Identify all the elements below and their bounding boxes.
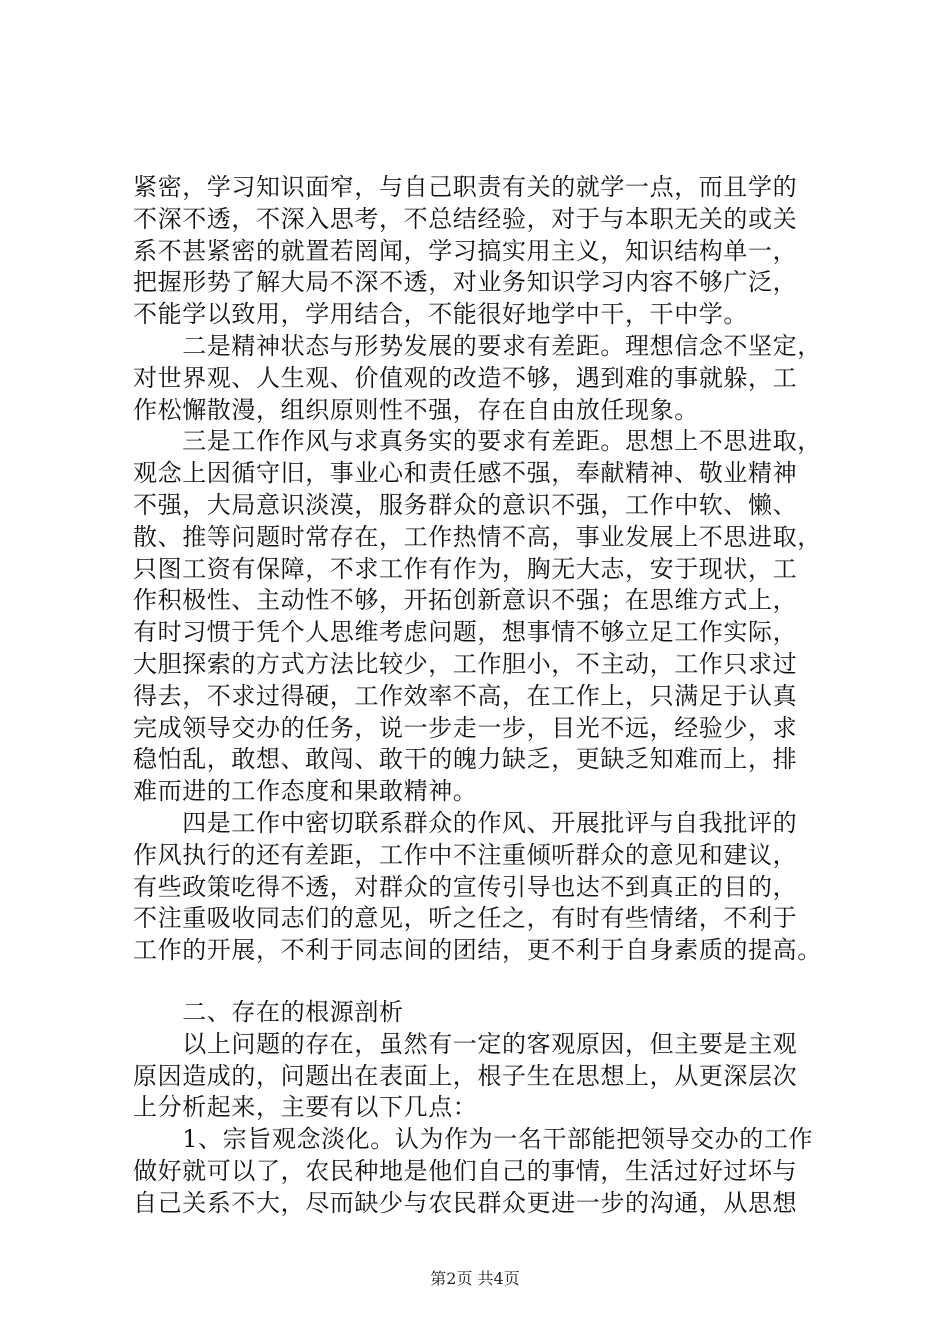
text-line: 自己关系不大，尽而缺少与农民群众更进一步的沟通，从思想 [133, 1188, 798, 1217]
text-line: 紧密，学习知识面窄，与自己职责有关的就学一点，而且学的 [133, 173, 798, 201]
text-line: 对世界观、人生观、价值观的改造不够，遇到难的事就躲，工 [133, 363, 798, 392]
text-line: 不强，大局意识淡漠，服务群众的意识不强，工作中软、懒、 [133, 490, 798, 519]
text-line: 不注重吸收同志们的意见，听之任之，有时有些情绪，不利于 [133, 904, 798, 933]
text-line: 得去，不求过得硬，工作效率不高，在工作上，只满足于认真 [133, 681, 798, 710]
body-text [133, 172, 851, 1220]
text-line: 上分析起来，主要有以下几点： [133, 1093, 478, 1122]
text-line: 三是工作作风与求真务实的要求有差距。思想上不思进取， [133, 427, 822, 456]
text-line: 原因造成的，问题出在表面上，根子生在思想上，从更深层次 [133, 1061, 798, 1090]
text-line: 作积极性、主动性不够，开拓创新意识不强；在思维方式上， [133, 586, 798, 615]
text-line: 把握形势了解大局不深不透，对业务知识学习内容不够广泛， [133, 268, 798, 297]
text-line: 只图工资有保障，不求工作有作为，胸无大志，安于现状，工 [133, 554, 798, 583]
text-line: 工作的开展，不利于同志间的团结，更不利于自身素质的提高。 [133, 936, 822, 965]
text-line: 不能学以致用，学用结合，不能很好地学中干，干中学。 [133, 300, 748, 329]
text-line: 观念上因循守旧，事业心和责任感不强，奉献精神、敬业精神 [133, 459, 798, 488]
text-line: 以上问题的存在，虽然有一定的客观原因，但主要是主观 [133, 1029, 798, 1058]
text-line: 散、推等问题时常存在，工作热情不高，事业发展上不思进取， [133, 522, 822, 551]
text-line: 完成领导交办的任务，说一步走一步，目光不远，经验少，求 [133, 713, 798, 742]
text-line: 有些政策吃得不透，对群众的宣传引导也达不到真正的目的， [133, 872, 798, 901]
page-footer: 第2页 共4页 [430, 1269, 520, 1288]
text-line: 作风执行的还有差距，工作中不注重倾听群众的意见和建议， [133, 840, 798, 869]
text-line: 四是工作中密切联系群众的作风、开展批评与自我批评的 [133, 808, 798, 837]
text-line: 二是精神状态与形势发展的要求有差距。理想信念不坚定， [133, 331, 822, 360]
text-line: 系不甚紧密的就置若罔闻，学习搞实用主义，知识结构单一， [133, 236, 798, 265]
text-line: 有时习惯于凭个人思维考虑问题，想事情不够立足工作实际， [133, 618, 798, 647]
text-line: 二、存在的根源剖析 [133, 997, 404, 1026]
section-gap [133, 967, 851, 997]
paragraphs-part1 [133, 172, 851, 967]
text-line: 1、宗旨观念淡化。认为作为一名干部能把领导交办的工作 [133, 1125, 814, 1154]
text-line: 作松懈散漫，组织原则性不强，存在自由放任现象。 [133, 395, 699, 424]
text-line: 难而进的工作态度和果敢精神。 [133, 777, 478, 806]
paragraphs-part2 [133, 997, 851, 1220]
text-line: 稳怕乱，敢想、敢闯、敢干的魄力缺乏，更缺乏知难而上，排 [133, 745, 798, 774]
text-line: 不深不透，不深入思考，不总结经验，对于与本职无关的或关 [133, 204, 798, 233]
text-line: 大胆探索的方式方法比较少，工作胆小，不主动，工作只求过 [133, 649, 798, 678]
text-line: 做好就可以了，农民种地是他们自己的事情，生活过好过坏与 [133, 1156, 798, 1185]
